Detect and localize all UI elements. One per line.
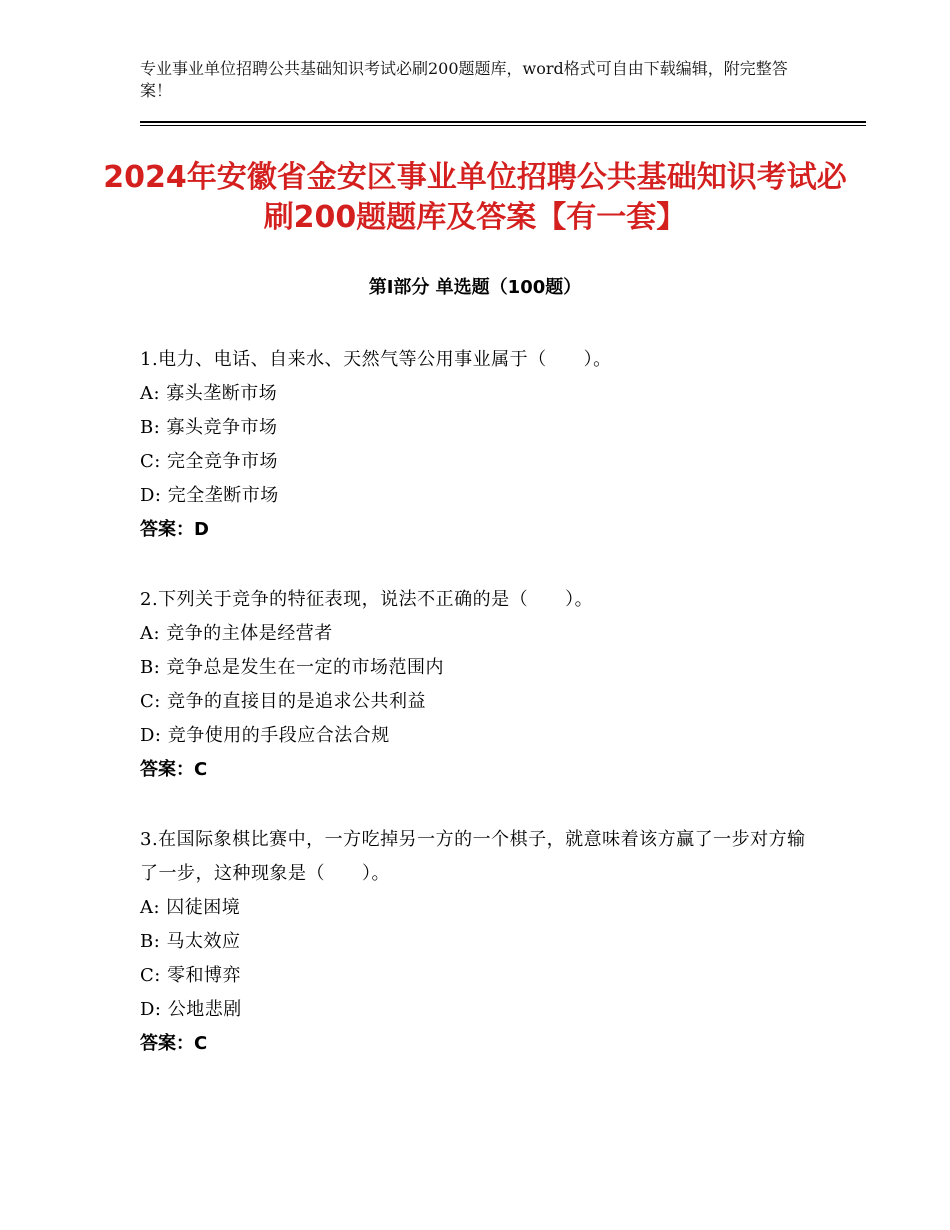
question-stem: 3.在国际象棋比赛中，一方吃掉另一方的一个棋子，就意味着该方赢了一步对方输了一步，这种现象是（ ）。 [140,829,806,884]
option-a: A: 囚徒困境 [140,897,241,918]
option-a: A: 寡头垄断市场 [140,383,278,404]
header-rule-thick [140,121,866,123]
document-title: 2024年安徽省金安区事业单位招聘公共基础知识考试必刷200题题库及答案【有一套】 [103,160,847,235]
header-rule-thin [140,125,866,126]
option-c: C: 完全竞争市场 [140,451,279,472]
option-b: B: 马太效应 [140,931,241,952]
header-note: 专业事业单位招聘公共基础知识考试必刷200题题库，word格式可自由下载编辑，附完整答案！ [140,59,788,100]
option-d: D: 公地悲剧 [140,999,242,1020]
question-3 [140,823,820,1061]
answer: 答案：C [140,1033,208,1054]
question-stem: 2.下列关于竞争的特征表现，说法不正确的是（ ）。 [140,589,594,610]
question-1 [140,343,820,547]
option-d: D: 竞争使用的手段应合法合规 [140,725,390,746]
option-c: C: 零和博弈 [140,965,242,986]
question-2 [140,583,820,787]
option-d: D: 完全垄断市场 [140,485,279,506]
option-b: B: 竞争总是发生在一定的市场范围内 [140,657,445,678]
option-c: C: 竞争的直接目的是追求公共利益 [140,691,427,712]
answer: 答案：D [140,519,209,540]
answer: 答案：C [140,759,208,780]
option-b: B: 寡头竞争市场 [140,417,278,438]
option-a: A: 竞争的主体是经营者 [140,623,333,644]
section-title: 第Ⅰ部分 单选题（100题） [368,277,582,298]
question-stem: 1.电力、电话、自来水、天然气等公用事业属于（ ）。 [140,349,612,370]
